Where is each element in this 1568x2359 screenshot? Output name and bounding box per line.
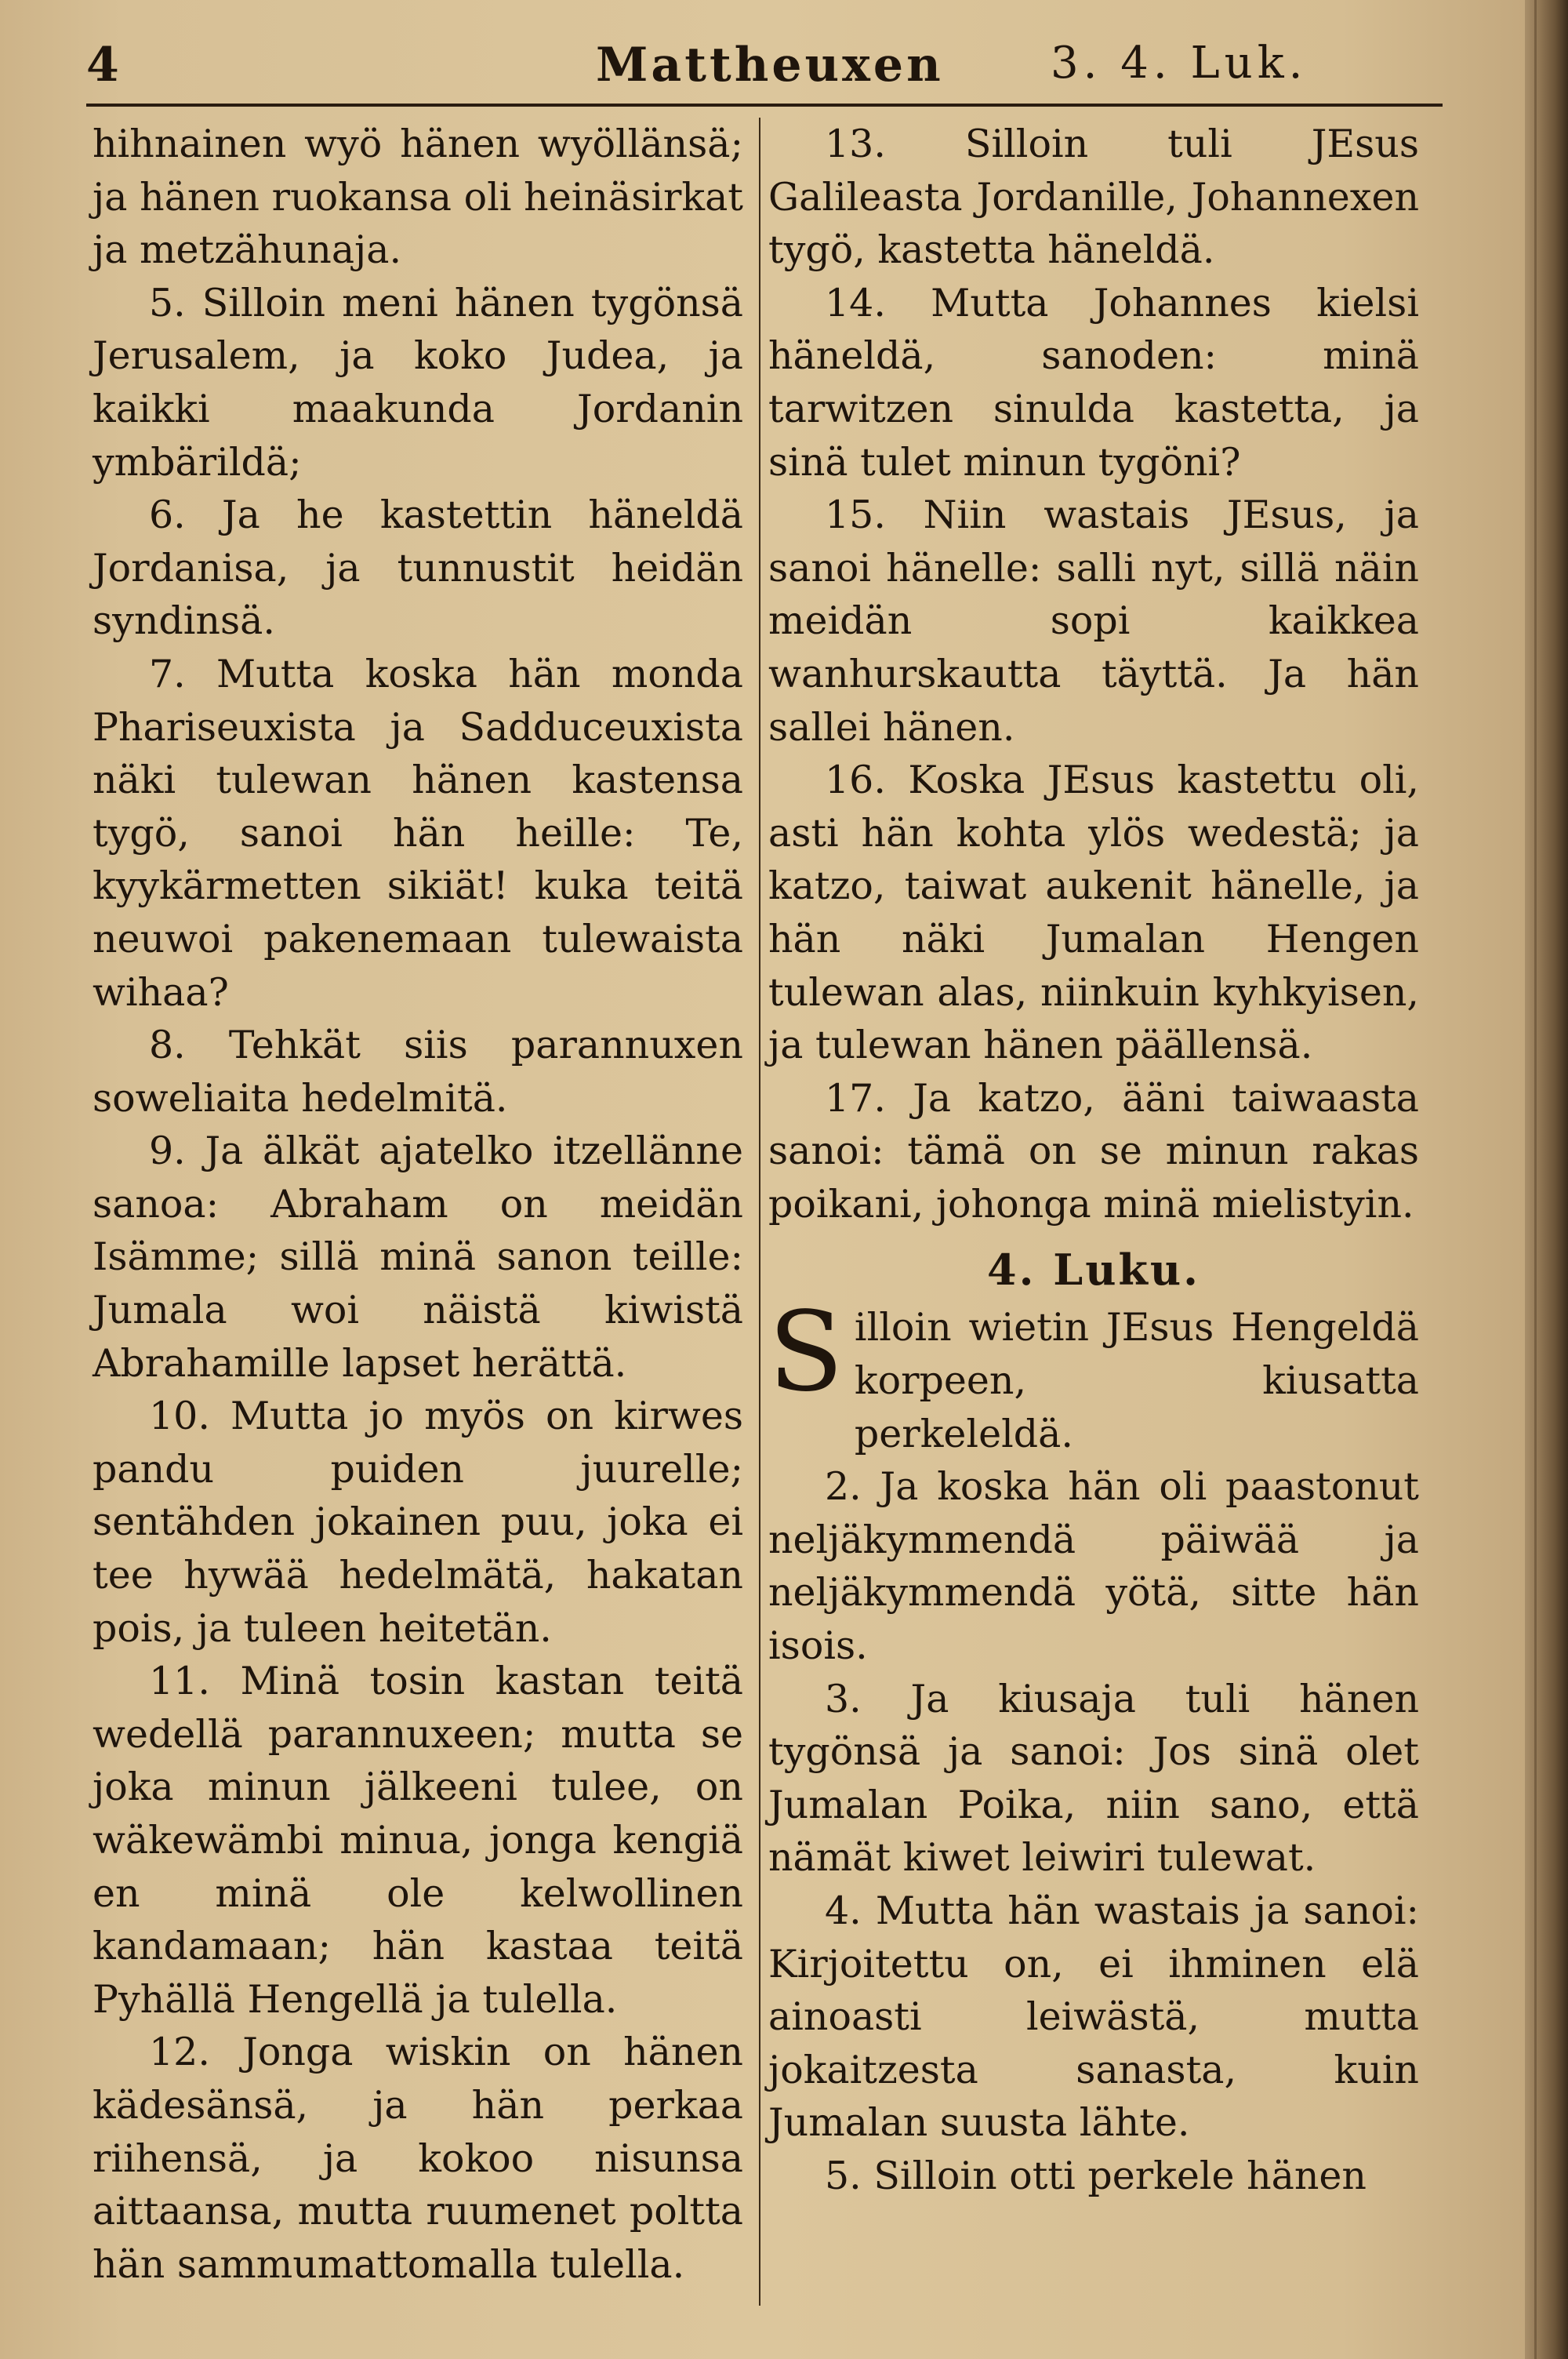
drop-cap-letter: S <box>768 1289 844 1417</box>
verse-paragraph: 7. Mutta koska hän monda Phariseuxista ja Sadduceuxista näki tulewan hänen kastensa tygö, sanoi hän heille: Te, kyykärmetten sikiät! kuka teitä neuwoi pakenemaan tulewaista wihaa? <box>93 651 743 1015</box>
verse-paragraph: 11. Minä tosin kastan teitä wedellä parannuxeen; mutta se joka minun jälkeeni tulee, on wäkewämbi minua, jonga kengiä en minä ole kelwollinen kandamaan; hän kastaa teitä Pyhällä Hengellä ja tulella. <box>93 1659 743 2022</box>
verse-paragraph: 16. Koska JEsus kastettu oli, asti hän kohta ylös wedestä; ja katzo, taiwat aukenit hänelle, ja hän näki Jumalan Hengen tulewan alas, niinkuin kyhkyisen, ja tulewan hänen päällensä. <box>768 758 1419 1068</box>
page-edge <box>1525 0 1568 2359</box>
verse-paragraph: 9. Ja älkät ajatelko itzellänne sanoa: Abraham on meidän Isämme; sillä minä sanon teille: Jumala woi näistä kiwistä Abrahamille lapset herättä. <box>93 1129 743 1386</box>
verse-paragraph: 12. Jonga wiskin on hänen kädesänsä, ja hän perkaa riihensä, ja kokoo nisunsa aittaansa, mutta ruumenet poltta hän sammumattomalla tulella. <box>93 2030 743 2287</box>
verse-paragraph: 17. Ja katzo, ääni taiwaasta sanoi: tämä on se minun rakas poikani, johonga minä mielistyin. <box>768 1075 1419 1227</box>
verse-paragraph: 2. Ja koska hän oli paastonut neljäkymmendä päiwää ja neljäkymmendä yötä, sitte hän isois. <box>768 1464 1419 1669</box>
verse-paragraph: 3. Ja kiusaja tuli hänen tygönsä ja sanoi: Jos sinä olet Jumalan Poika, niin sano, että nämät kiwet leiwiri tulewat. <box>768 1676 1419 1881</box>
verse-paragraph: hihnainen wyö hänen wyöllänsä; ja hänen ruokansa oli heinäsirkat ja metzähunaja. <box>93 122 743 273</box>
page-number: 4 <box>86 38 119 93</box>
right-column <box>768 118 1419 2203</box>
verse-paragraph: 5. Silloin otti perkele hänen <box>825 2153 1367 2198</box>
verse-paragraph: 13. Silloin tuli JEsus Galileasta Jordanille, Johannexen tygö, kastetta häneldä. <box>768 122 1419 273</box>
chapter-heading: 4. Luku. <box>987 1245 1200 1296</box>
verse-paragraph: 14. Mutta Johannes kielsi häneldä, sanoden: minä tarwitzen sinulda kastetta, ja sinä tulet minun tygöni? <box>768 280 1419 485</box>
verse-paragraph: 10. Mutta jo myös on kirwes pandu puiden juurelle; sentähden jokainen puu, joka ei tee hywää hedelmätä, hakatan pois, ja tuleen heitetän. <box>93 1394 743 1651</box>
verse-paragraph: 15. Niin wastais JEsus, ja sanoi hänelle: salli nyt, sillä näin meidän sopi kaikkea wanhurskautta täyttä. Ja hän sallei hänen. <box>768 493 1419 750</box>
book-title: Mattheuxen <box>596 38 944 93</box>
edge-shadow-line <box>1534 0 1537 2359</box>
left-column <box>93 118 743 2291</box>
opening-verse-text: illoin wietin JEsus Hengeldä korpeen, kiusatta perkeleldä. <box>854 1305 1419 1456</box>
column-divider <box>759 118 760 2306</box>
chapter-opening-verse <box>768 1289 1419 1460</box>
verse-paragraph: 6. Ja he kastettin häneldä Jordanisa, ja tunnustit heidän syndinsä. <box>93 493 743 644</box>
verse-paragraph: 4. Mutta hän wastais ja sanoi: Kirjoitettu on, ei ihminen elä ainoasti leiwästä, mutta jokaitzesta sanasta, kuin Jumalan suusta lähte. <box>768 1888 1419 2146</box>
chapter-range: 3. 4. Luk. <box>1051 38 1308 89</box>
header-rule <box>86 104 1443 107</box>
verse-paragraph: 5. Silloin meni hänen tygönsä Jerusalem, ja koko Judea, ja kaikki maakunda Jordanin ymbärildä; <box>93 280 743 485</box>
page-header <box>86 38 1443 100</box>
verse-paragraph: 8. Tehkät siis parannuxen soweliaita hedelmitä. <box>93 1023 743 1121</box>
